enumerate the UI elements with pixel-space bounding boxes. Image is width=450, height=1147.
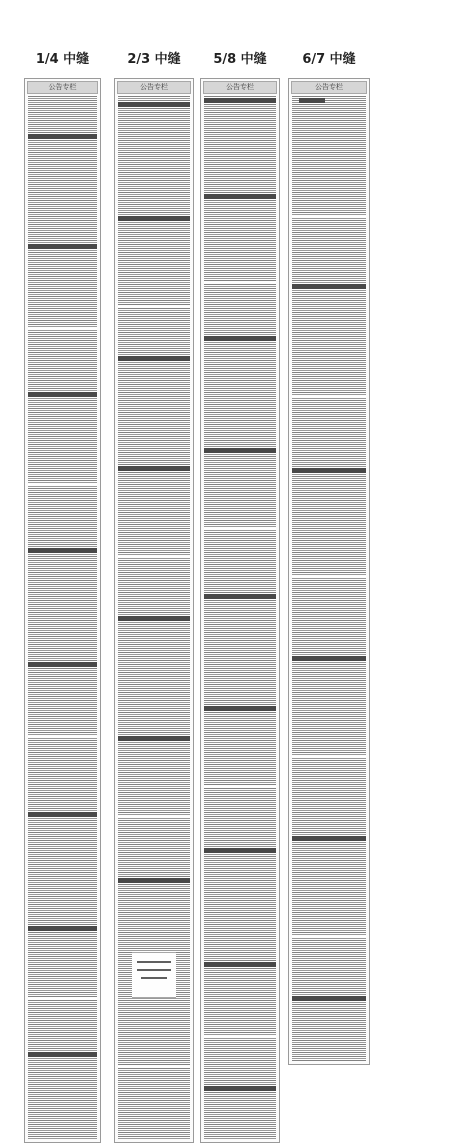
notice-strip-header: 公告专栏 — [117, 81, 191, 94]
column-title: 1/4 中缝 — [35, 52, 90, 67]
gutter-column-2 — [114, 0, 194, 1147]
notice-strip — [24, 78, 101, 1143]
notice-text-block — [204, 96, 276, 1139]
column-title: 5/8 中缝 — [213, 52, 267, 67]
gutter-column-3 — [200, 0, 280, 1147]
column-title: 2/3 中缝 — [127, 52, 181, 67]
column-title: 6/7 中缝 — [302, 52, 356, 67]
advertisement-box — [132, 952, 175, 998]
notice-strip-header: 公告专栏 — [27, 81, 98, 94]
notice-strip-header: 公告专栏 — [203, 81, 277, 94]
notice-text-block — [292, 96, 366, 1061]
notice-strip — [200, 78, 280, 1143]
notice-text-block — [118, 96, 190, 1139]
notice-text-block — [28, 96, 97, 1139]
notice-strip — [114, 78, 194, 1143]
notice-strip-header: 公告专栏 — [291, 81, 367, 94]
notice-strip — [288, 78, 370, 1065]
gutter-column-4 — [288, 0, 370, 1147]
gutter-column-1 — [24, 0, 101, 1147]
